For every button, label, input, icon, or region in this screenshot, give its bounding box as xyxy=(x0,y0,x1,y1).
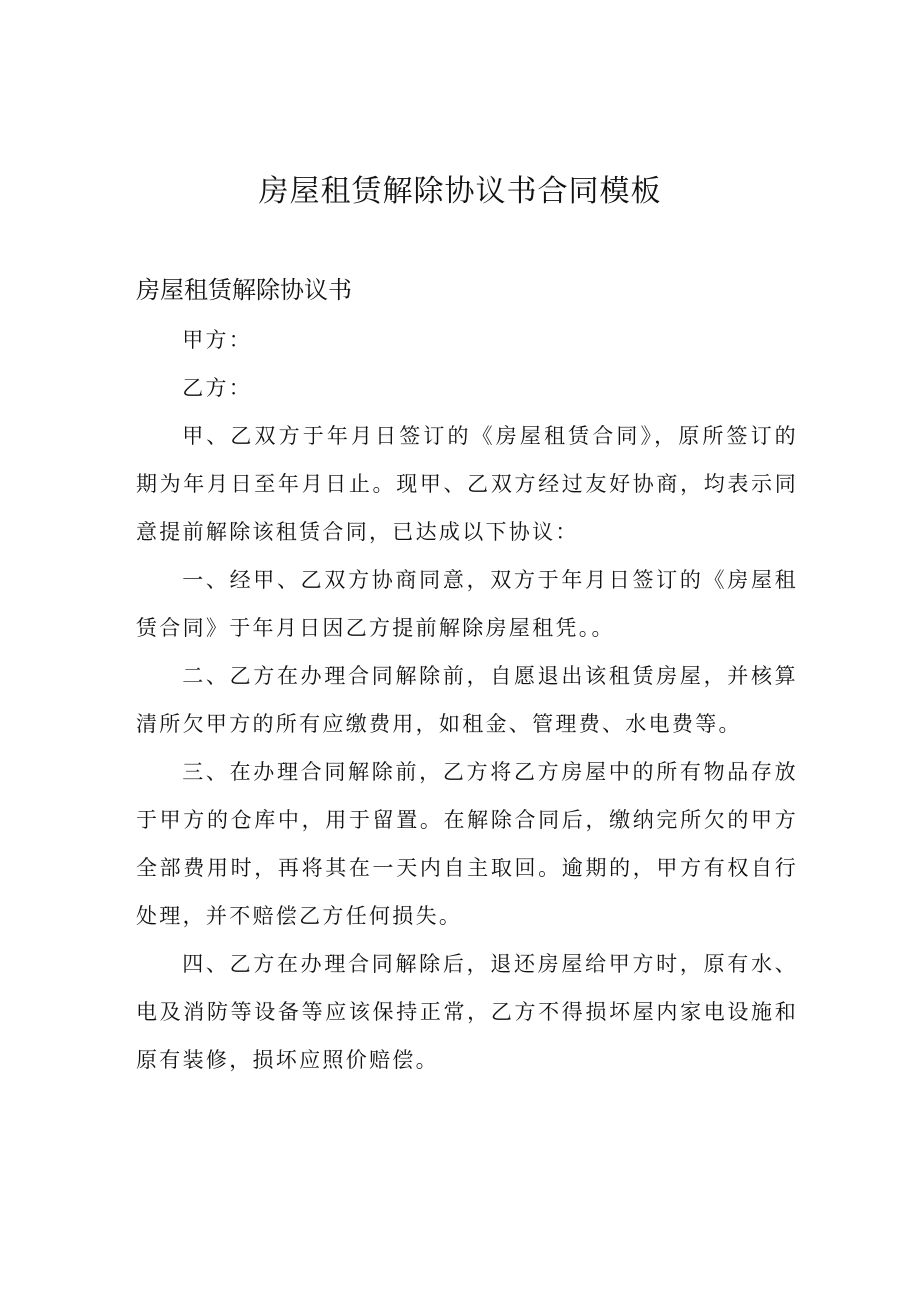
clause-2: 二、乙方在办理合同解除前，自愿退出该租赁房屋，并核算清所欠甲方的所有应缴费用，如租金、管理费、水电费等。 xyxy=(136,664,798,736)
clause-3: 三、在办理合同解除前，乙方将乙方房屋中的所有物品存放于甲方的仓库中，用于留置。在解除合同后，缴纳完所欠的甲方全部费用时，再将其在一天内自主取回。逾期的，甲方有权自行处理，并不赔偿乙方任何损失。 xyxy=(136,760,798,928)
party-a-line: 甲方： xyxy=(182,328,253,352)
intro-paragraph: 甲、乙双方于年月日签订的《房屋租赁合同》，原所签订的期为年月日至年月日止。现甲、乙双方经过友好协商，均表示同意提前解除该租赁合同，已达成以下协议： xyxy=(136,424,798,544)
agreement-heading: 房屋租赁解除协议书 xyxy=(136,276,352,304)
document-title: 房屋租赁解除协议书合同模板 xyxy=(258,174,662,209)
agreement-body xyxy=(136,316,798,1084)
clause-1: 一、经甲、乙双方协商同意，双方于年月日签订的《房屋租赁合同》于年月日因乙方提前解除房屋租凭。。 xyxy=(136,568,798,640)
clause-4: 四、乙方在办理合同解除后，退还房屋给甲方时，原有水、电及消防等设备等应该保持正常，乙方不得损坏屋内家电设施和原有装修，损坏应照价赔偿。 xyxy=(136,952,798,1072)
party-b-line: 乙方： xyxy=(182,376,253,400)
